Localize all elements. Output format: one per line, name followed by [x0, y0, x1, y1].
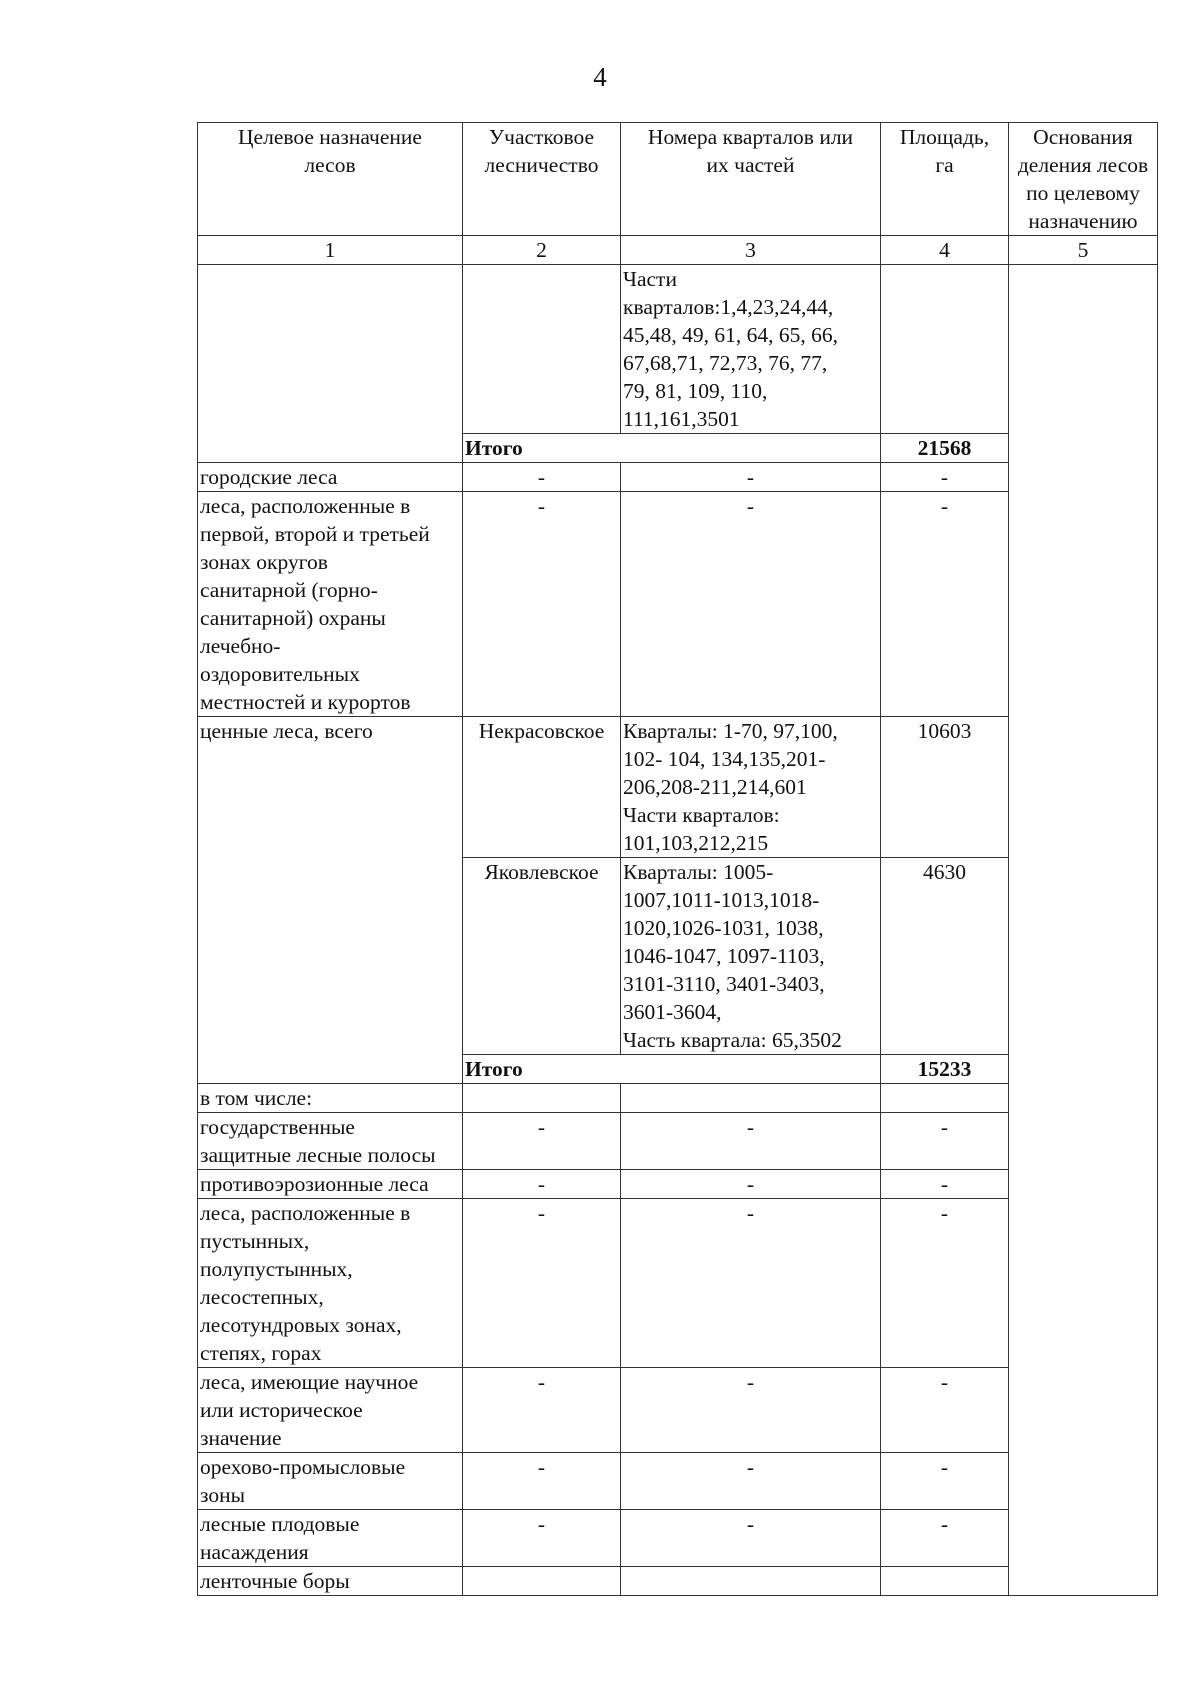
quarters-cell: Кварталы: 1-70, 97,100, 102- 104, 134,135,201- 206,208-211,214,601 Части кварталов: 101,103,212,215: [621, 717, 881, 858]
district-cell: -: [463, 1510, 621, 1567]
category-cell: лесные плодовые насаждения: [198, 1510, 463, 1567]
category-cell: орехово-промысловые зоны: [198, 1453, 463, 1510]
column-number-row: [198, 236, 1158, 265]
category-cell: городские леса: [198, 463, 463, 492]
district-cell: -: [463, 1453, 621, 1510]
category-cell: леса, расположенные в пустынных, полупустынных, лесостепных, лесотундровых зонах, степях, горах: [198, 1199, 463, 1368]
quarters-cell: -: [621, 1113, 881, 1170]
quarters-cell: -: [621, 1368, 881, 1453]
quarters-cell: -: [621, 1170, 881, 1199]
district-cell: [463, 265, 621, 434]
district-cell: Яковлевское: [463, 858, 621, 1055]
district-cell: -: [463, 492, 621, 717]
area-cell: -: [881, 463, 1009, 492]
quarters-cell: -: [621, 492, 881, 717]
area-cell: -: [881, 1510, 1009, 1567]
subtotal-label: Итого: [463, 1055, 881, 1084]
header-cell: Площадь, га: [881, 123, 1009, 236]
column-number: 3: [621, 236, 881, 265]
district-cell: [463, 1567, 621, 1596]
area-cell: -: [881, 1199, 1009, 1368]
category-cell: в том числе:: [198, 1084, 463, 1113]
district-cell: Некрасовское: [463, 717, 621, 858]
header-cell: Номера кварталов или их частей: [621, 123, 881, 236]
quarters-cell: [621, 1084, 881, 1113]
area-cell: -: [881, 1170, 1009, 1199]
header-cell: Основания деления лесов по целевому назначению: [1009, 123, 1158, 236]
district-cell: -: [463, 1170, 621, 1199]
quarters-cell: -: [621, 1199, 881, 1368]
quarters-cell: -: [621, 1453, 881, 1510]
category-cell: ленточные боры: [198, 1567, 463, 1596]
header-cell: Участковое лесничество: [463, 123, 621, 236]
basis-cell: [1009, 265, 1158, 1596]
table-header-row: [198, 123, 1158, 236]
district-cell: -: [463, 1113, 621, 1170]
area-cell: [881, 265, 1009, 434]
category-cell: противоэрозионные леса: [198, 1170, 463, 1199]
quarters-cell: Части кварталов:1,4,23,24,44, 45,48, 49, 61, 64, 65, 66, 67,68,71, 72,73, 76, 77, 79, 81, 109, 110, 111,161,3501: [621, 265, 881, 434]
district-cell: [463, 1084, 621, 1113]
area-cell: [881, 1084, 1009, 1113]
district-cell: -: [463, 1368, 621, 1453]
area-cell: 10603: [881, 717, 1009, 858]
category-cell: [198, 265, 463, 463]
column-number: 2: [463, 236, 621, 265]
table-row: [198, 265, 1158, 434]
column-number: 1: [198, 236, 463, 265]
area-cell: -: [881, 1368, 1009, 1453]
column-number: 5: [1009, 236, 1158, 265]
area-cell: [881, 1567, 1009, 1596]
area-cell: -: [881, 492, 1009, 717]
category-cell: государственные защитные лесные полосы: [198, 1113, 463, 1170]
page-number: 4: [593, 62, 607, 92]
area-cell: -: [881, 1113, 1009, 1170]
quarters-cell: [621, 1567, 881, 1596]
category-cell: леса, имеющие научное или историческое значение: [198, 1368, 463, 1453]
subtotal-value: 15233: [881, 1055, 1009, 1084]
quarters-cell: Кварталы: 1005- 1007,1011-1013,1018- 1020,1026-1031, 1038, 1046-1047, 1097-1103, 3101-3110, 3401-3403, 3601-3604, Часть квартала: 65,3502: [621, 858, 881, 1055]
quarters-cell: -: [621, 1510, 881, 1567]
subtotal-label: Итого: [463, 434, 881, 463]
district-cell: -: [463, 1199, 621, 1368]
area-cell: 4630: [881, 858, 1009, 1055]
quarters-cell: -: [621, 463, 881, 492]
category-cell: ценные леса, всего: [198, 717, 463, 1084]
forest-purpose-table: [197, 122, 1158, 1596]
area-cell: -: [881, 1453, 1009, 1510]
district-cell: -: [463, 463, 621, 492]
header-cell: Целевое назначение лесов: [198, 123, 463, 236]
subtotal-value: 21568: [881, 434, 1009, 463]
column-number: 4: [881, 236, 1009, 265]
category-cell: леса, расположенные в первой, второй и третьей зонах округов санитарной (горно- санитарной) охраны лечебно- оздоровительных местностей и курортов: [198, 492, 463, 717]
